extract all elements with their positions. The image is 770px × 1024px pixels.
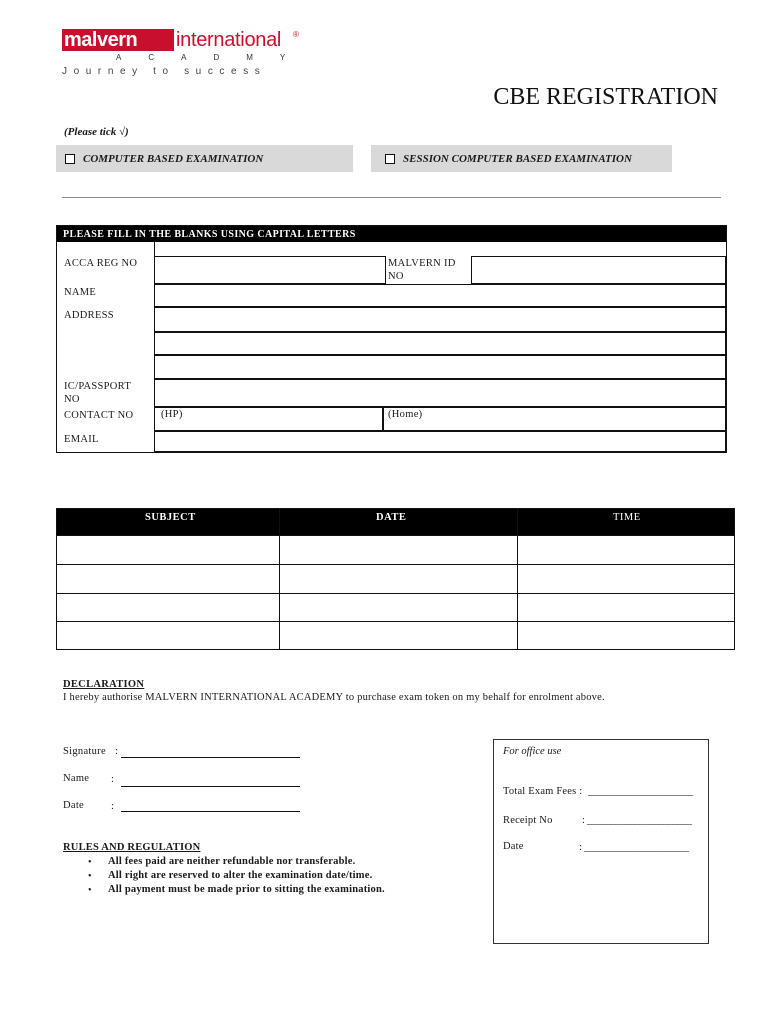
ic-passport-no-label: NO: [64, 394, 80, 405]
name-label: NAME: [64, 287, 97, 298]
address-line-2-field[interactable]: [154, 332, 726, 355]
cbe-checkbox[interactable]: [65, 154, 75, 164]
signature-colon: :: [115, 746, 118, 757]
subject-column-header: SUBJECT: [145, 512, 196, 523]
contact-hp-label: (HP): [161, 409, 183, 420]
rule-item: All right are reserved to alter the examination date/time.: [108, 870, 373, 881]
office-use-box: [493, 739, 709, 944]
logo-brand-rest: international: [176, 29, 282, 51]
email-label: EMAIL: [64, 434, 99, 445]
column-divider: [279, 509, 280, 649]
table-row[interactable]: [57, 593, 734, 621]
table-row[interactable]: [57, 564, 734, 592]
bullet-icon: •: [88, 885, 92, 896]
label-column-divider: [57, 242, 155, 452]
option-cbe[interactable]: [56, 145, 353, 172]
declaration-heading: DECLARATION: [63, 679, 145, 690]
receipt-no-blank[interactable]: ______________________: [587, 815, 692, 826]
malvern-id-label: MALVERN ID: [388, 258, 456, 269]
receipt-no-colon: :: [582, 815, 585, 826]
name-sign-label: Name: [63, 773, 90, 784]
signature-line[interactable]: [121, 757, 300, 758]
table-row[interactable]: [57, 535, 734, 563]
option-cbe-label: COMPUTER BASED EXAMINATION: [83, 152, 264, 165]
declaration-text: I hereby authorise MALVERN INTERNATIONAL ACADEMY to purchase exam token on my behalf for enrolment above.: [63, 692, 605, 703]
bullet-icon: •: [88, 871, 92, 882]
address-line-3-field[interactable]: [154, 355, 726, 379]
contact-home-label: (Home): [388, 409, 423, 420]
date-sign-line[interactable]: [121, 811, 300, 812]
table-row[interactable]: [57, 621, 734, 649]
divider: [62, 197, 721, 198]
date-sign-label: Date: [63, 800, 85, 811]
option-session-cbe[interactable]: [371, 145, 672, 172]
subject-table: [56, 508, 735, 650]
date-sign-colon: :: [111, 801, 114, 812]
column-divider: [517, 509, 518, 649]
form-header: PLEASE FILL IN THE BLANKS USING CAPITAL LETTERS: [57, 226, 726, 242]
please-tick-note: (Please tick √): [64, 126, 129, 138]
office-date-blank[interactable]: ______________________: [584, 842, 689, 853]
ic-passport-field[interactable]: [154, 379, 726, 407]
acca-reg-no-label: ACCA REG NO: [64, 258, 138, 269]
office-date-label: Date: [503, 841, 524, 852]
email-field[interactable]: [154, 431, 726, 452]
rule-item: All fees paid are neither refundable nor transferable.: [108, 856, 356, 867]
subject-table-header: [57, 509, 734, 535]
malvern-id-no-label: NO: [388, 271, 404, 282]
time-column-header: TIME: [613, 512, 641, 523]
page-title: CBE REGISTRATION: [493, 84, 718, 110]
bullet-icon: •: [88, 857, 92, 868]
rules-heading: RULES AND REGULATION: [63, 842, 201, 853]
office-date-colon: :: [579, 842, 582, 853]
logo-brand-bold: malvern: [62, 29, 174, 51]
name-sign-colon: :: [111, 774, 114, 785]
office-use-title: For office use: [503, 746, 562, 757]
name-sign-line[interactable]: [121, 786, 300, 787]
total-exam-fees-label: Total Exam Fees :: [503, 786, 583, 797]
address-line-1-field[interactable]: [154, 307, 726, 332]
address-label: ADDRESS: [64, 310, 114, 321]
ic-passport-label: IC/PASSPORT: [64, 381, 132, 392]
logo-tagline: Journey to success: [62, 66, 267, 77]
registration-form: [56, 225, 727, 453]
receipt-no-label: Receipt No: [503, 815, 553, 826]
name-field[interactable]: [154, 284, 726, 307]
contact-hp-field[interactable]: [154, 407, 383, 431]
malvern-id-field[interactable]: [471, 256, 726, 284]
total-exam-fees-blank[interactable]: ______________________: [588, 786, 693, 797]
signature-label: Signature: [63, 746, 106, 757]
date-column-header: DATE: [376, 512, 407, 523]
contact-home-field[interactable]: [383, 407, 726, 431]
option-session-cbe-label: SESSION COMPUTER BASED EXAMINATION: [403, 152, 632, 165]
contact-no-label: CONTACT NO: [64, 410, 134, 421]
rule-item: All payment must be made prior to sitting the examination.: [108, 884, 385, 895]
session-cbe-checkbox[interactable]: [385, 154, 395, 164]
logo-academy: ACADMY: [116, 53, 313, 62]
logo-registered-mark: ®: [293, 30, 299, 39]
acca-reg-no-field[interactable]: [154, 256, 386, 284]
